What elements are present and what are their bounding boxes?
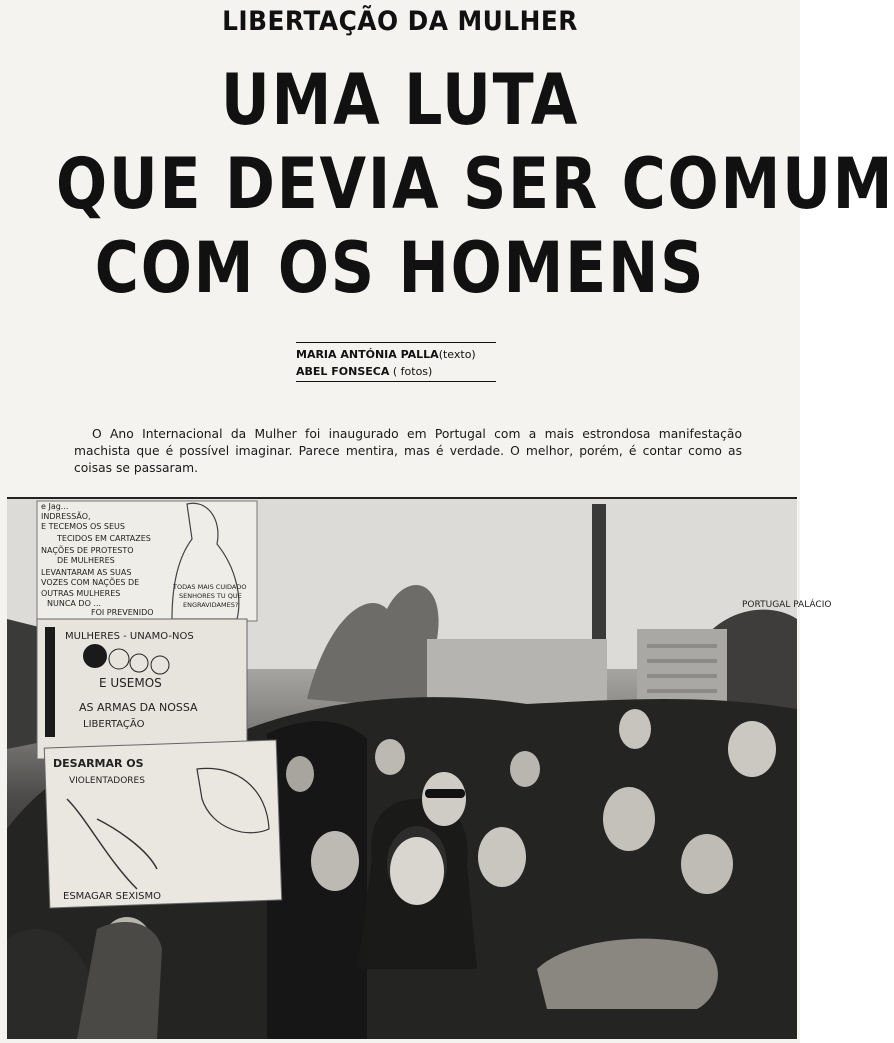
headline-line-2: QUE DEVIA SER COMUM	[56, 143, 894, 225]
section-kicker: LIBERTAÇÃO DA MULHER	[222, 6, 578, 37]
svg-text:e Jag...: e Jag...	[41, 502, 69, 511]
photographer-role: ( fotos)	[392, 365, 433, 378]
svg-text:E TECEMOS OS SEUS: E TECEMOS OS SEUS	[41, 522, 125, 531]
svg-text:NAÇÕES DE PROTESTO: NAÇÕES DE PROTESTO	[41, 546, 134, 555]
protest-photo-illustration	[7, 499, 832, 1039]
building-sign: PORTUGAL PALÁCIO	[742, 600, 832, 610]
svg-text:TECIDOS EM CARTAZES: TECIDOS EM CARTAZES	[57, 534, 151, 543]
lead-paragraph: O Ano Internacional da Mulher foi inaugurado em Portugal com a mais estrondosa manifestação machista que é possível imaginar. Parece mentira, mas é verdade. O melhor, porém, é contar como as coisas se passaram.	[74, 427, 742, 476]
headline-line-1: UMA LUTA	[220, 59, 580, 141]
svg-text:DESARMAR OS: DESARMAR OS	[53, 757, 144, 770]
svg-text:SENHORES TU QUE: SENHORES TU QUE	[179, 592, 242, 600]
svg-text:VIOLENTADORES: VIOLENTADORES	[69, 776, 145, 786]
author-credit	[296, 346, 496, 363]
author-name: MARIA ANTÓNIA PALLA	[296, 348, 439, 361]
svg-text:MULHERES - UNAMO-NOS: MULHERES - UNAMO-NOS	[65, 631, 194, 642]
photographer-credit	[296, 363, 496, 380]
author-role: (texto)	[438, 348, 476, 361]
svg-text:ESMAGAR SEXISMO: ESMAGAR SEXISMO	[63, 891, 161, 902]
byline	[296, 346, 496, 380]
svg-text:E USEMOS: E USEMOS	[99, 676, 162, 690]
man-with-glasses-face	[422, 772, 466, 826]
svg-text:VOZES COM NAÇÕES DE: VOZES COM NAÇÕES DE	[41, 578, 140, 587]
svg-text:LEVANTARAM AS SUAS: LEVANTARAM AS SUAS	[41, 568, 132, 577]
svg-text:LIBERTAÇÃO: LIBERTAÇÃO	[83, 719, 145, 730]
svg-text:OUTRAS MULHERES: OUTRAS MULHERES	[41, 589, 121, 598]
svg-text:AS ARMAS DA NOSSA: AS ARMAS DA NOSSA	[79, 701, 198, 714]
svg-text:TODAS MAIS CUIDADO: TODAS MAIS CUIDADO	[173, 583, 247, 591]
photographer-name: ABEL FONSECA	[296, 365, 390, 378]
svg-text:INDRESSÃO,: INDRESSÃO,	[41, 512, 91, 521]
byline-top-rule	[296, 342, 496, 343]
byline-bottom-rule	[296, 381, 496, 382]
svg-text:FOI PREVENIDO: FOI PREVENIDO	[91, 608, 154, 617]
svg-text:NUNCA DO ...: NUNCA DO ...	[47, 599, 102, 608]
svg-text:DE MULHERES: DE MULHERES	[57, 556, 115, 565]
svg-text:ENGRAVIDAMES?: ENGRAVIDAMES?	[183, 601, 239, 609]
protest-photo	[7, 497, 832, 1039]
headline-line-3: COM OS HOMENS	[94, 227, 706, 309]
article-headline	[0, 58, 894, 310]
